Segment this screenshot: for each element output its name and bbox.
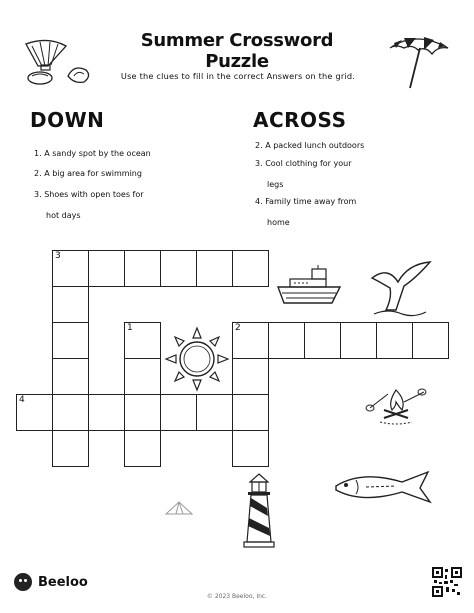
clue-continuation: hot days xyxy=(46,211,81,220)
across-clue-2 xyxy=(255,140,364,152)
grid-cell[interactable] xyxy=(52,430,89,467)
lighthouse-icon xyxy=(242,472,276,548)
grid-cell[interactable] xyxy=(412,322,449,359)
down-heading: DOWN xyxy=(30,108,105,132)
clue-number: 3. xyxy=(255,159,263,168)
brand-name: Beeloo xyxy=(38,574,88,590)
grid-cell[interactable] xyxy=(52,250,89,287)
clue-text: A packed lunch outdoors xyxy=(265,141,365,150)
grid-cell[interactable] xyxy=(160,250,197,287)
sun-icon xyxy=(162,324,232,394)
brand[interactable] xyxy=(14,573,88,591)
grid-cell[interactable] xyxy=(232,358,269,395)
beeloo-logo-icon xyxy=(14,573,32,591)
campfire-icon xyxy=(366,378,426,428)
grid-cell[interactable] xyxy=(88,250,125,287)
grid-cell[interactable] xyxy=(52,394,89,431)
clue-text: A big area for swimming xyxy=(44,169,142,178)
grid-cell[interactable] xyxy=(196,394,233,431)
grid-cell[interactable] xyxy=(52,358,89,395)
grid-cell[interactable] xyxy=(196,250,233,287)
clue-text: Shoes with open toes for xyxy=(44,190,144,199)
across-heading: ACROSS xyxy=(253,108,347,132)
clue-text: A sandy spot by the ocean xyxy=(44,149,151,158)
tent-icon xyxy=(164,500,194,516)
grid-cell[interactable] xyxy=(232,250,269,287)
cell-number: 2 xyxy=(235,323,241,333)
grid-cell[interactable] xyxy=(268,322,305,359)
grid-cell[interactable] xyxy=(52,322,89,359)
grid-cell[interactable] xyxy=(52,286,89,323)
cell-number: 4 xyxy=(19,395,25,405)
grid-cell[interactable] xyxy=(124,322,161,359)
qr-code-icon xyxy=(432,567,462,597)
clue-continuation: home xyxy=(267,218,290,227)
grid-cell[interactable] xyxy=(160,394,197,431)
grid-cell[interactable] xyxy=(232,394,269,431)
instructions: Use the clues to fill in the correct Answers on the grid. xyxy=(120,71,356,81)
grid-cell[interactable] xyxy=(232,322,269,359)
grid-cell[interactable] xyxy=(124,430,161,467)
grid-cell[interactable] xyxy=(124,394,161,431)
clue-number: 3. xyxy=(34,190,42,199)
across-clue-4 xyxy=(255,196,356,229)
down-clue-3 xyxy=(34,189,144,222)
down-clue-1 xyxy=(34,148,151,160)
copyright: © 2023 Beeloo, Inc. xyxy=(206,593,268,600)
down-clue-2 xyxy=(34,168,142,180)
page-title: Summer Crossword Puzzle xyxy=(140,30,334,72)
clue-number: 1. xyxy=(34,149,42,158)
clue-continuation: legs xyxy=(267,180,284,189)
grid-cell[interactable] xyxy=(124,250,161,287)
across-clue-3 xyxy=(255,158,352,191)
grid-cell[interactable] xyxy=(88,394,125,431)
grid-cell[interactable] xyxy=(124,358,161,395)
clue-text: Family time away from xyxy=(265,197,357,206)
clue-text: Cool clothing for your xyxy=(265,159,352,168)
clue-number: 2. xyxy=(255,141,263,150)
boat-icon xyxy=(276,265,342,307)
clue-number: 2. xyxy=(34,169,42,178)
fish-icon xyxy=(332,468,436,508)
whale-tail-icon xyxy=(368,258,434,318)
seashells-icon xyxy=(18,36,98,86)
grid-cell[interactable] xyxy=(376,322,413,359)
grid-cell[interactable] xyxy=(340,322,377,359)
cell-number: 3 xyxy=(55,251,61,261)
clue-number: 4. xyxy=(255,197,263,206)
grid-cell[interactable] xyxy=(304,322,341,359)
cell-number: 1 xyxy=(127,323,133,333)
grid-cell[interactable] xyxy=(16,394,53,431)
beach-umbrella-icon xyxy=(386,34,452,90)
grid-cell[interactable] xyxy=(232,430,269,467)
